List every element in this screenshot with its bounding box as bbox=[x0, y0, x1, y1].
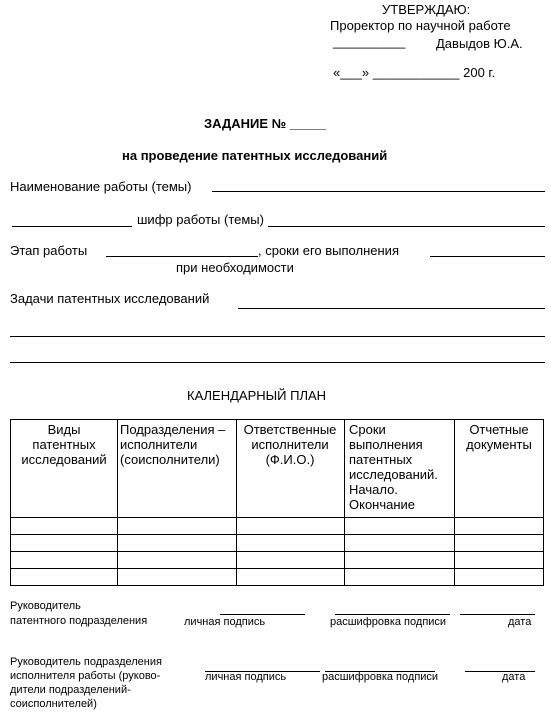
table-cell[interactable] bbox=[345, 535, 455, 552]
table-cell[interactable] bbox=[345, 569, 455, 586]
table-cell[interactable] bbox=[455, 569, 544, 586]
approval-sign-line: __________ bbox=[333, 34, 406, 49]
deadlines-underline bbox=[430, 256, 545, 257]
head2-label-line3: дители подразделений- bbox=[10, 684, 131, 696]
table-cell[interactable] bbox=[118, 535, 237, 552]
table-cell[interactable] bbox=[11, 552, 118, 569]
table-cell[interactable] bbox=[237, 569, 345, 586]
head1-date-line bbox=[460, 614, 535, 615]
head2-personal-signature: личная подпись bbox=[205, 671, 287, 683]
plan-title: КАЛЕНДАРНЫЙ ПЛАН bbox=[187, 388, 327, 403]
if-needed-label: при необходимости bbox=[176, 260, 294, 275]
head1-label-line2: патентного подразделения bbox=[10, 615, 148, 627]
tasks-underline bbox=[238, 308, 545, 309]
table-cell[interactable] bbox=[237, 518, 345, 535]
column-header: Подразделения – исполнители (соисполнители) bbox=[118, 420, 237, 518]
stage-label: Этап работы bbox=[10, 243, 88, 258]
column-header: Отчетные документы bbox=[455, 420, 544, 518]
approval-date-line: «___» ____________ 200 г. bbox=[333, 65, 496, 80]
table-cell[interactable] bbox=[345, 518, 455, 535]
tasks-line-3 bbox=[10, 362, 545, 363]
table-cell[interactable] bbox=[118, 552, 237, 569]
deadlines-label: , сроки его выполнения bbox=[258, 243, 399, 258]
head1-signature-decoding: расшифровка подписи bbox=[330, 616, 447, 628]
table-cell[interactable] bbox=[455, 552, 544, 569]
tasks-line-2 bbox=[10, 336, 545, 337]
head1-date: дата bbox=[508, 616, 532, 628]
table-cell[interactable] bbox=[345, 552, 455, 569]
table-cell[interactable] bbox=[11, 569, 118, 586]
table-row bbox=[11, 552, 544, 569]
table-cell[interactable] bbox=[11, 535, 118, 552]
approval-name: Давыдов Ю.А. bbox=[436, 36, 523, 51]
head2-label-line1: Руководитель подразделения bbox=[10, 656, 162, 668]
stage-underline bbox=[106, 256, 258, 257]
calendar-plan-table bbox=[10, 419, 544, 586]
column-header: Сроки выполнения патентных исследований. Начало. Окончание bbox=[345, 420, 455, 518]
approval-position: Проректор по научной работе bbox=[330, 18, 511, 33]
table-header-row bbox=[11, 420, 544, 518]
tasks-label: Задачи патентных исследований bbox=[10, 291, 210, 306]
table-row bbox=[11, 535, 544, 552]
table-cell[interactable] bbox=[455, 535, 544, 552]
table-cell[interactable] bbox=[237, 552, 345, 569]
head2-label-line2: исполнителя работы (руково- bbox=[10, 670, 161, 682]
table-cell[interactable] bbox=[455, 518, 544, 535]
table-row bbox=[11, 518, 544, 535]
work-name-label: Наименование работы (темы) bbox=[10, 179, 192, 194]
head1-label-line1: Руководитель bbox=[10, 600, 81, 612]
head2-date: дата bbox=[502, 671, 526, 683]
document-title: ЗАДАНИЕ № _____ bbox=[204, 116, 326, 131]
head1-personal-signature: личная подпись bbox=[184, 616, 266, 628]
head2-label-line4: соисполнителей) bbox=[10, 698, 97, 710]
table-cell[interactable] bbox=[11, 518, 118, 535]
code-label: шифр работы (темы) bbox=[137, 212, 264, 227]
column-header: Ответственные исполнители (Ф.И.О.) bbox=[237, 420, 345, 518]
code-underline bbox=[268, 226, 545, 227]
document-subtitle: на проведение патентных исследований bbox=[122, 148, 388, 163]
head2-signature-decoding: расшифровка подписи bbox=[322, 671, 439, 683]
head1-decoding-line bbox=[335, 614, 450, 615]
table-cell[interactable] bbox=[118, 569, 237, 586]
head1-signature-line bbox=[220, 614, 305, 615]
table-cell[interactable] bbox=[118, 518, 237, 535]
approval-title: УТВЕРЖДАЮ: bbox=[382, 2, 471, 17]
column-header: Виды патентных исследований bbox=[11, 420, 118, 518]
work-name-underline bbox=[212, 191, 545, 192]
table-row bbox=[11, 569, 544, 586]
code-prefix-underline bbox=[12, 226, 132, 227]
table-cell[interactable] bbox=[237, 535, 345, 552]
